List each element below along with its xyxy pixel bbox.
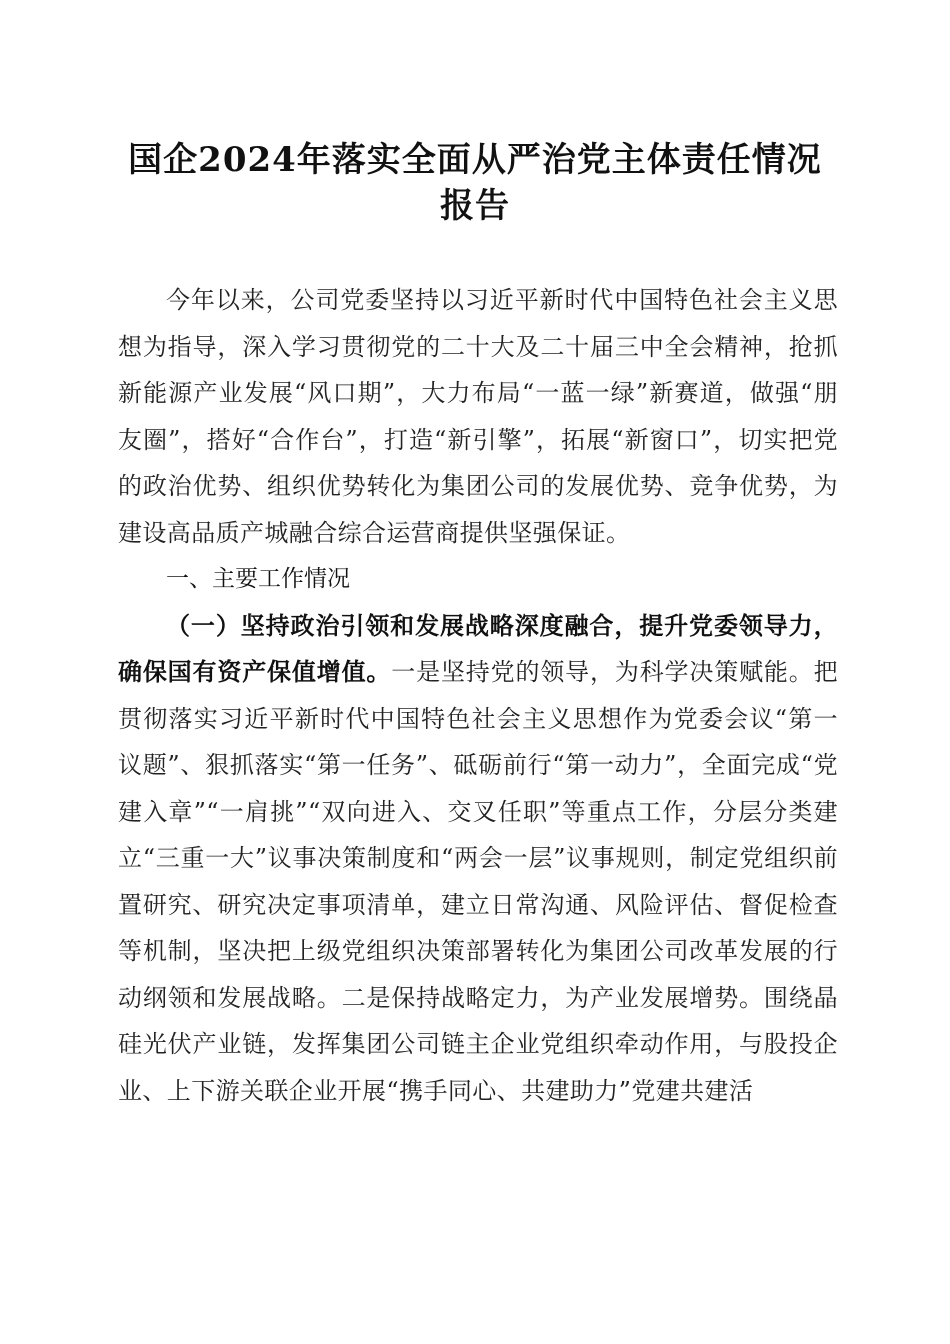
document-body (118, 277, 838, 1114)
subsection-paragraph-1 (118, 603, 838, 1115)
subsection-heading-bold: （一）坚持政治引领和发展战略深度融合，提升党委领导力，确保国有资产保值增值。 (118, 610, 838, 686)
subsection-body-text: 一是坚持党的领导，为科学决策赋能。把贯彻落实习近平新时代中国特色社会主义思想作为党委会议“第一议题”、狠抓落实“第一任务”、砥砺前行“第一动力”，全面完成“党建入章”“一肩挑”“双向进入、交叉任职”等重点工作，分层分类建立“三重一大”议事决策制度和“两会一层”议事规则，制定党组织前置研究、研究决定事项清单，建立日常沟通、风险评估、督促检查等机制，坚决把上级党组织决策部署转化为集团公司改革发展的行动纲领和发展战略。二是保持战略定力，为产业发展增势。围绕晶硅光伏产业链，发挥集团公司链主企业党组织牵动作用，与股投企业、上下游关联企业开展“携手同心、共建助力”党建共建活 (118, 658, 839, 1105)
document-title-line-2: 报告 (440, 186, 510, 226)
intro-paragraph: 今年以来，公司党委坚持以习近平新时代中国特色社会主义思想为指导，深入学习贯彻党的二十大及二十届三中全会精神，抢抓新能源产业发展“风口期”，大力布局“一蓝一绿”新赛道，做强“朋友圈”，搭好“合作台”，打造“新引擎”，拓展“新窗口”，切实把党的政治优势、组织优势转化为集团公司的发展优势、竞争优势，为建设高品质产城融合综合运营商提供坚强保证。 (118, 286, 838, 547)
document-title-line-1: 国企2024年落实全面从严治党主体责任情况 (128, 140, 822, 180)
section-heading-main-work: 一、主要工作情况 (166, 566, 350, 592)
